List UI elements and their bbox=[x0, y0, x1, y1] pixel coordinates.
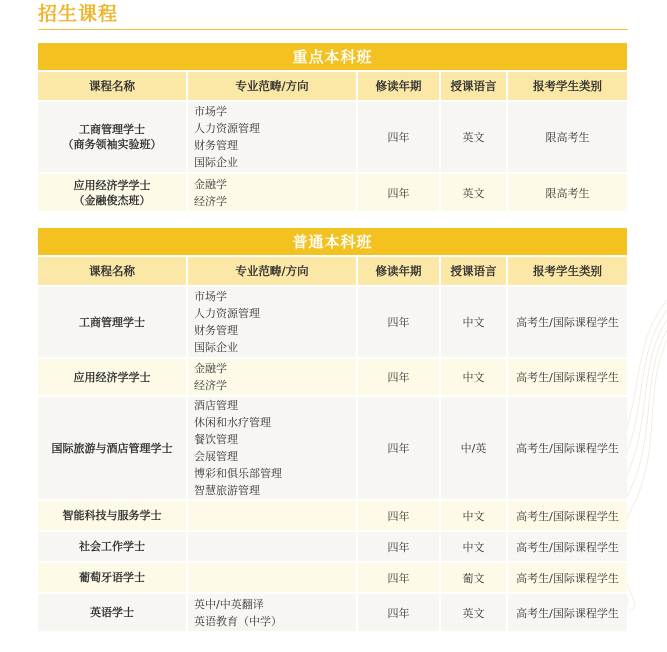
course-name-cell bbox=[38, 396, 187, 500]
header-major-scope: 专业范畴/方向 bbox=[187, 256, 357, 286]
language-cell: 中文 bbox=[440, 358, 507, 396]
study-years-cell: 四年 bbox=[357, 562, 440, 593]
header-study-years: 修读年期 bbox=[357, 71, 440, 101]
table-row bbox=[38, 593, 627, 631]
major-item: 金融学 bbox=[194, 177, 227, 191]
table-row bbox=[38, 286, 627, 358]
major-item: 英中/中英翻译 bbox=[194, 597, 264, 611]
study-years-cell: 四年 bbox=[357, 358, 440, 396]
section-band-title: 重点本科班 bbox=[38, 43, 627, 71]
table-row bbox=[38, 173, 627, 211]
major-item: 经济学 bbox=[194, 194, 227, 208]
eligibility-cell: 高考生/国际课程学生 bbox=[507, 562, 627, 593]
major-item: 休闲和水疗管理 bbox=[194, 416, 271, 429]
table-row bbox=[38, 101, 627, 173]
course-name-line: 应用经济学学士 bbox=[73, 178, 151, 192]
course-name-line: 工商管理学士 bbox=[79, 315, 145, 329]
course-name-cell bbox=[38, 562, 187, 593]
course-name-line: 智能科技与服务学士 bbox=[62, 509, 162, 522]
header-major-scope: 专业范畴/方向 bbox=[187, 71, 357, 101]
course-name-cell bbox=[38, 593, 187, 631]
course-name-cell bbox=[38, 173, 187, 211]
eligibility-cell: 高考生/国际课程学生 bbox=[507, 531, 627, 562]
major-item: 会展管理 bbox=[194, 450, 238, 463]
header-eligibility: 报考学生类别 bbox=[507, 71, 627, 101]
course-name-line: 葡萄牙语学士 bbox=[79, 571, 145, 584]
header-eligibility: 报考学生类别 bbox=[507, 256, 627, 286]
course-name-line: 工商管理学士 bbox=[79, 123, 145, 136]
header-language: 授课语言 bbox=[440, 256, 507, 286]
major-item: 国际企业 bbox=[194, 156, 238, 169]
eligibility-cell: 高考生/国际课程学生 bbox=[507, 593, 627, 631]
major-item: 人力资源管理 bbox=[194, 122, 260, 135]
course-name-line: 应用经济学学士 bbox=[73, 370, 151, 384]
major-scope-cell bbox=[187, 396, 357, 500]
language-cell: 中文 bbox=[440, 531, 507, 562]
major-item: 经济学 bbox=[194, 379, 227, 392]
course-name-cell bbox=[38, 531, 187, 562]
header-language: 授课语言 bbox=[440, 71, 507, 101]
language-cell: 中/英 bbox=[440, 396, 507, 500]
major-scope-cell bbox=[187, 500, 357, 531]
major-item: 酒店管理 bbox=[194, 399, 238, 412]
major-scope-cell bbox=[187, 286, 357, 358]
major-scope-cell bbox=[187, 593, 357, 631]
major-item: 市场学 bbox=[194, 290, 227, 303]
major-item: 人力资源管理 bbox=[194, 307, 260, 320]
language-cell: 葡文 bbox=[440, 562, 507, 593]
major-item: 餐饮管理 bbox=[194, 433, 238, 446]
course-name-cell bbox=[38, 101, 187, 173]
table-row bbox=[38, 396, 627, 500]
title-divider bbox=[38, 29, 628, 30]
major-scope-cell bbox=[187, 101, 357, 173]
study-years-cell: 四年 bbox=[357, 396, 440, 500]
course-name-line: （商务领袖实验班） bbox=[62, 138, 162, 151]
major-item: 财务管理 bbox=[194, 139, 238, 152]
study-years-cell: 四年 bbox=[357, 101, 440, 173]
header-course-name: 课程名称 bbox=[38, 256, 187, 286]
eligibility-cell: 高考生/国际课程学生 bbox=[507, 500, 627, 531]
language-cell: 中文 bbox=[440, 286, 507, 358]
course-name-cell bbox=[38, 500, 187, 531]
major-item: 财务管理 bbox=[194, 324, 238, 337]
course-name-line: 英语学士 bbox=[90, 606, 134, 619]
course-name-cell bbox=[38, 358, 187, 396]
course-name-line: 国际旅游与酒店管理学士 bbox=[51, 441, 173, 455]
language-cell: 英文 bbox=[440, 593, 507, 631]
header-study-years: 修读年期 bbox=[357, 256, 440, 286]
course-name-cell bbox=[38, 286, 187, 358]
study-years-cell: 四年 bbox=[357, 531, 440, 562]
major-scope-cell bbox=[187, 358, 357, 396]
study-years-cell: 四年 bbox=[357, 593, 440, 631]
language-cell: 中文 bbox=[440, 500, 507, 531]
table-body bbox=[38, 286, 627, 631]
major-scope-cell bbox=[187, 173, 357, 211]
study-years-cell: 四年 bbox=[357, 286, 440, 358]
study-years-cell: 四年 bbox=[357, 500, 440, 531]
table-row bbox=[38, 358, 627, 396]
major-item: 市场学 bbox=[194, 105, 227, 118]
page-title: 招生课程 bbox=[38, 3, 119, 25]
language-cell: 英文 bbox=[440, 101, 507, 173]
eligibility-cell: 高考生/国际课程学生 bbox=[507, 286, 627, 358]
table-row bbox=[38, 562, 627, 593]
study-years-cell: 四年 bbox=[357, 173, 440, 211]
eligibility-cell: 高考生/国际课程学生 bbox=[507, 358, 627, 396]
course-name-line: （金融俊杰班） bbox=[73, 193, 151, 207]
eligibility-cell: 限高考生 bbox=[507, 173, 627, 211]
course-name-line: 社会工作学士 bbox=[79, 540, 145, 553]
major-scope-cell bbox=[187, 531, 357, 562]
eligibility-cell: 高考生/国际课程学生 bbox=[507, 396, 627, 500]
key-program-table bbox=[38, 43, 627, 211]
section-band-title: 普通本科班 bbox=[38, 228, 627, 256]
major-item: 博彩和俱乐部管理 bbox=[194, 467, 282, 480]
major-item: 国际企业 bbox=[194, 341, 238, 354]
header-row bbox=[38, 71, 627, 101]
language-cell: 英文 bbox=[440, 173, 507, 211]
eligibility-cell: 限高考生 bbox=[507, 101, 627, 173]
major-scope-cell bbox=[187, 562, 357, 593]
table-row bbox=[38, 500, 627, 531]
major-item: 金融学 bbox=[194, 362, 227, 375]
header-course-name: 课程名称 bbox=[38, 71, 187, 101]
major-item: 智慧旅游管理 bbox=[194, 484, 260, 497]
table-row bbox=[38, 531, 627, 562]
major-item: 英语教育（中学） bbox=[194, 614, 282, 628]
header-row bbox=[38, 256, 627, 286]
table-body bbox=[38, 101, 627, 211]
regular-program-table bbox=[38, 228, 627, 631]
